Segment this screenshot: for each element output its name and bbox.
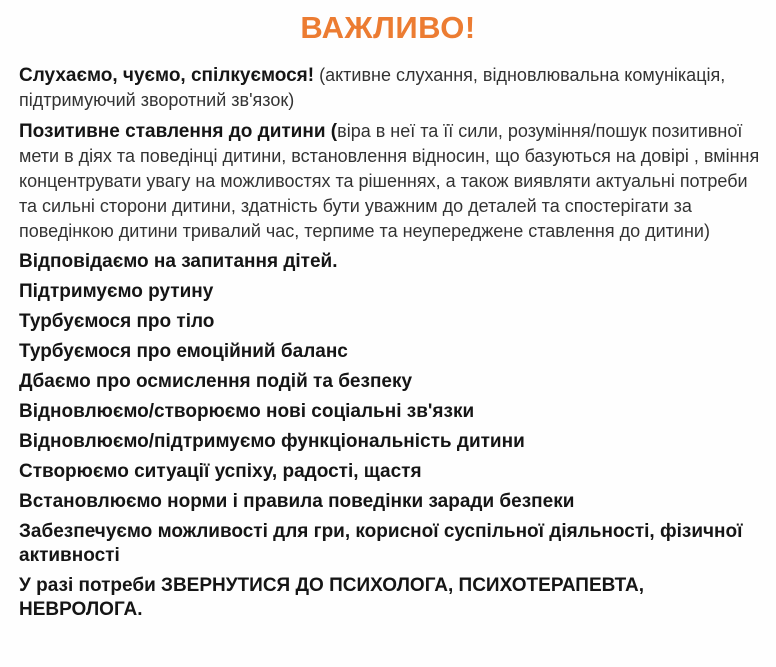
list-item-play bbox=[19, 520, 767, 568]
item-bold-text: Турбуємося про емоційний баланс bbox=[19, 341, 348, 362]
item-caps-text: ЗВЕРНУТИСЯ ДО ПСИХОЛОГА, ПСИХОТЕРАПЕВТА, НЕВРОЛОГА. bbox=[19, 575, 645, 620]
item-description: віра в неї та її сили, розуміння/пошук позитивної мети в діях та поведінці дитини, встановлення відносин, що базуються на довірі , вміння концентрувати увагу на можливостях та рішеннях, а також виявляти актуальні потреби та сильні сторони дитини, здатність бути уважним до деталей та спостерігати за поведінкою дитини тривалий час, терпиме та неупереджене ставлення до дитини) bbox=[19, 121, 760, 241]
item-bold-text: Створюємо ситуації успіху, радості, щастя bbox=[19, 461, 422, 482]
item-bold-text: Відповідаємо на запитання дітей. bbox=[19, 251, 338, 272]
list-item-functionality bbox=[19, 430, 767, 454]
list-item-positive-attitude bbox=[19, 119, 767, 244]
list-item-seek-help bbox=[19, 574, 767, 622]
item-bold-text: Турбуємося про тіло bbox=[19, 311, 215, 332]
list-item-social-ties bbox=[19, 400, 767, 424]
item-bold-text: Підтримуємо рутину bbox=[19, 281, 214, 302]
item-bold-text: Забезпечуємо можливості для гри, корисної суспільної діяльності, фізичної активності bbox=[19, 521, 743, 566]
item-bold-text: У разі потреби bbox=[19, 575, 162, 596]
list-item-success bbox=[19, 460, 767, 484]
item-description: (активне слухання, відновлювальна комунікація, підтримуючий зворотний зв'язок) bbox=[19, 65, 726, 110]
item-bold-text: Встановлюємо норми і правила поведінки заради безпеки bbox=[19, 491, 575, 512]
list-item-body-care bbox=[19, 310, 767, 334]
item-bold-text: Слухаємо, чуємо, спілкуємося! bbox=[19, 65, 315, 86]
list-item-answer-questions bbox=[19, 250, 767, 274]
item-bold-text: Дбаємо про осмислення подій та безпеку bbox=[19, 371, 413, 392]
slide-title: ВАЖЛИВО! bbox=[300, 10, 476, 45]
item-bold-text: Відновлюємо/створюємо нові соціальні зв'язки bbox=[19, 401, 475, 422]
list-item-safety bbox=[19, 370, 767, 394]
list-item-routine bbox=[19, 280, 767, 304]
list-item-listening bbox=[19, 63, 767, 113]
list-item-rules bbox=[19, 490, 767, 514]
content-list bbox=[19, 63, 767, 628]
item-bold-text: Позитивне ставлення до дитини ( bbox=[19, 121, 338, 142]
list-item-emotional-balance bbox=[19, 340, 767, 364]
item-bold-text: Відновлюємо/підтримуємо функціональність дитини bbox=[19, 431, 525, 452]
